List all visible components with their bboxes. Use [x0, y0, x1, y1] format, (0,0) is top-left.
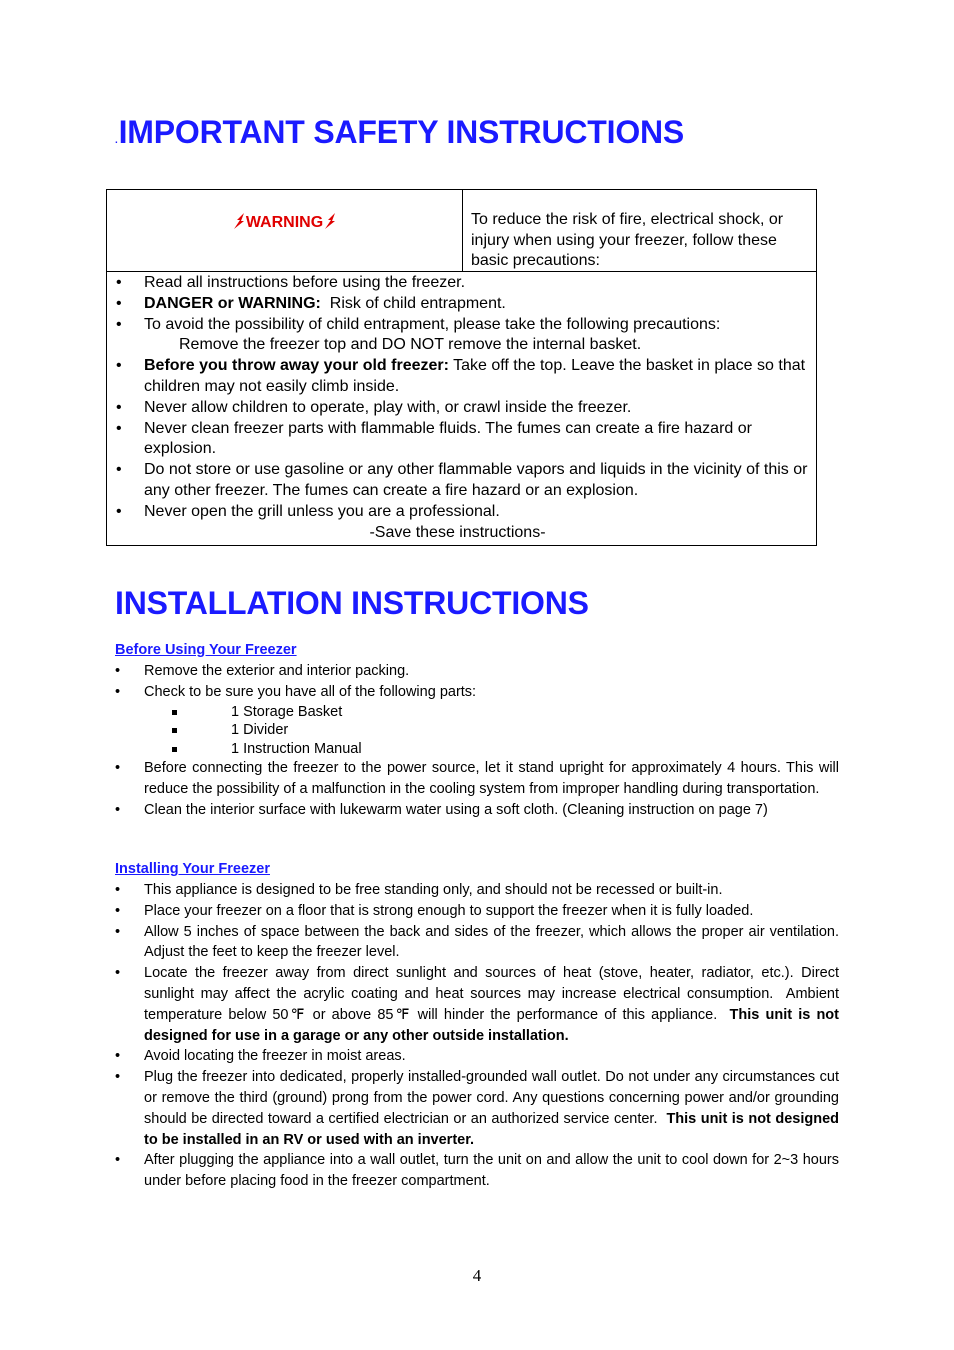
warning-text: To reduce the risk of fire, electrical shock, or injury when using your freezer, follow these basic precautions: [471, 211, 784, 269]
list-item: • Locate the freezer away from direct sunlight and sources of heat (stove, heater, radiator, etc.). Direct sunlight may affect the acrylic coating and heat sources may increase electrical consumption. Ambient temperature below 50℉ or above 85℉ will hinder the performance of this appliance. This unit is not designed for use in a garage or any other outside installation. [115, 965, 844, 1044]
safety-list [107, 273, 816, 543]
list-item: • To avoid the possibility of child entrapment, please take the following precautions: Remove the freezer top and DO NOT remove the internal basket. [116, 315, 721, 354]
installation-title: INSTALLATION INSTRUCTIONS [115, 585, 589, 621]
safety-title-text: IMPORTANT SAFETY INSTRUCTIONS [118, 114, 685, 150]
page-number: 4 [472, 1266, 482, 1285]
list-item: • Before connecting the freezer to the power source, let it stand upright for approximately 4 hours. This will reduce the possibility of a malfunction in the cooling system from improper handling during transportation. [115, 760, 839, 798]
list-item: • Never clean freezer parts with flammable fluids. The fumes can create a fire hazard or explosion. [116, 419, 752, 458]
safety-title: .IMPORTANT SAFETY INSTRUCTIONS [115, 114, 685, 150]
save-note: -Save these instructions- [369, 523, 546, 541]
list-item: • After plugging the appliance into a wall outlet, turn the unit on and allow the unit to cool down for 2~3 hours under before placing food in the freezer compartment. [115, 1152, 839, 1190]
list-item: • Before you throw away your old freezer: Take off the top. Leave the basket in place so that children may not easily climb inside. [116, 357, 806, 395]
list-item: • Read all instructions before using the freezer. [116, 274, 466, 291]
list-item: • DANGER or WARNING: Risk of child entrapment. [116, 294, 506, 312]
list-item: • Do not store or use gasoline or any other flammable vapors and liquids in the vicinity of this or any other freezer. The fumes can create a fire hazard or an explosion. [116, 461, 808, 499]
list-item: • Allow 5 inches of space between the back and sides of the freezer, which allows the proper air ventilation. Adjust the feet to keep the freezer level. [115, 923, 839, 961]
list-item: • Place your freezer on a floor that is strong enough to support the freezer when it is fully loaded. [115, 902, 754, 919]
lightning-bolt-icon [232, 212, 246, 230]
list-item: • Never allow children to operate, play with, or crawl inside the freezer. [116, 398, 632, 416]
safety-table [106, 189, 817, 546]
lightning-bolt-icon [323, 212, 337, 230]
part-item: 1 Instruction Manual [144, 740, 839, 759]
list-item: • Never open the grill unless you are a professional. [116, 502, 500, 520]
list-item: • Remove the exterior and interior packing. [115, 663, 410, 679]
list-item: • Avoid locating the freezer in moist areas. [115, 1048, 406, 1065]
part-item: 1 Storage Basket [144, 703, 839, 722]
parts-list [144, 703, 839, 759]
installing-heading: Installing Your Freezer [115, 861, 270, 877]
list-item: • Check to be sure you have all of the following parts: 1 Storage Basket 1 Divider 1 Instruction Manual [115, 682, 839, 759]
list-item: • This appliance is designed to be free standing only, and should not be recessed or built-in. [115, 882, 723, 898]
before-using-list [115, 661, 839, 821]
list-item: • Clean the interior surface with lukewarm water using a soft cloth. (Cleaning instruction on page 7) [115, 801, 768, 818]
part-item: 1 Divider [144, 721, 839, 740]
installing-list [115, 880, 844, 1192]
warning-label: WARNING [107, 212, 462, 232]
list-item: • Plug the freezer into dedicated, properly installed-grounded wall outlet. Do not under any circumstances cut or remove the third (ground) prong from the power cord. Any questions concerning power and/or grounding should be directed toward a certified electrician or an authorized service center. This unit is not designed to be installed in an RV or used with an inverter. [115, 1069, 844, 1148]
before-using-heading: Before Using Your Freezer [115, 642, 297, 658]
